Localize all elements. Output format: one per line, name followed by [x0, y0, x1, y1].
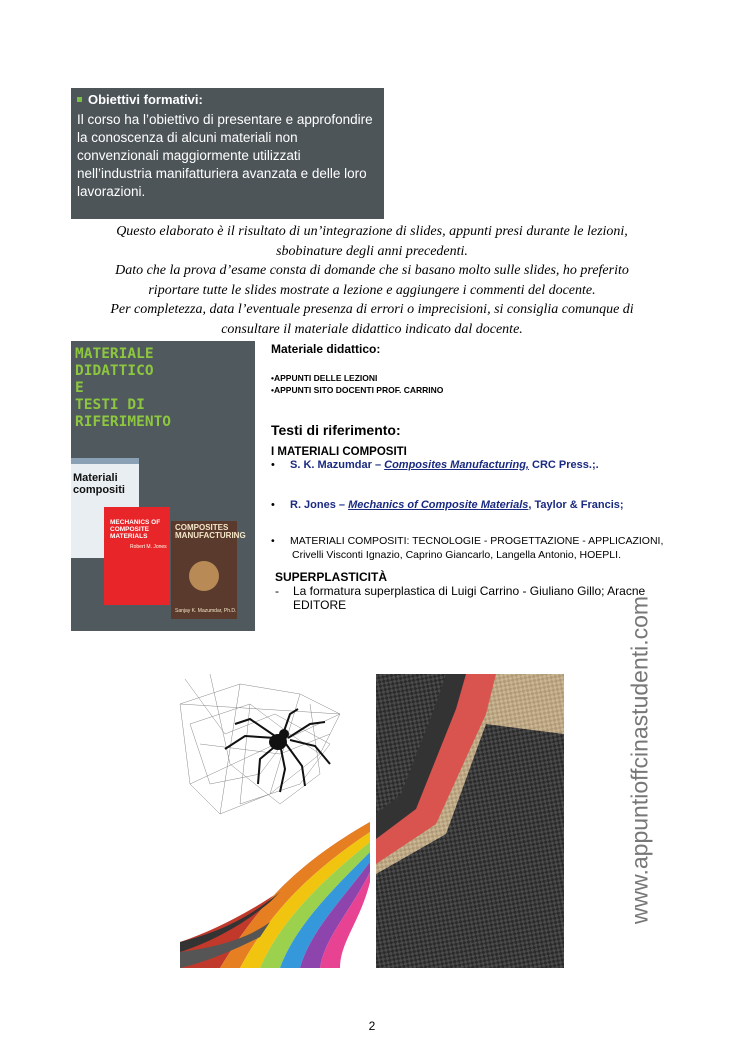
intro-line: Questo elaborato è il risultato di un’integrazione di slides, appunti presi durante le lezioni, [116, 224, 628, 239]
book-cover-mechanics [104, 507, 170, 605]
didactic-item: •APPUNTI SITO DOCENTI PROF. CARRINO [271, 385, 444, 395]
didactic-heading: Materiale didattico: [271, 342, 381, 356]
composites-heading: I MATERIALI COMPOSITI [271, 446, 407, 458]
intro-line: sbobinature degli anni precedenti. [276, 243, 468, 259]
bullet: • [271, 499, 275, 511]
book1-title: Materiali compositi [73, 472, 125, 496]
reference-3: • MATERIALI COMPOSITI: TECNOLOGIE - PROGETTAZIONE - APPLICAZIONI, Crivelli Visconti Ignazio, Caprino Giancarlo, Langella Antonio, HOEPLI. [271, 535, 664, 561]
book-cover-composites-manufacturing [171, 521, 246, 619]
book3-illustration [189, 561, 219, 591]
reference-2: • R. Jones – Mechanics of Composite Materials, Taylor & Francis; [271, 499, 624, 511]
objectives-title: Obiettivi formativi: [88, 92, 203, 107]
objectives-body: Il corso ha l’obiettivo di presentare e approfondire la conoscenza di alcuni materiali non convenzionali maggiormente utilizzati nell’industria manifatturiera avanzata e delle loro lavorazioni. [77, 112, 373, 199]
bullet: • [271, 459, 275, 471]
strips-graphic [180, 822, 370, 968]
intro-line: Per completezza, data l’eventuale presenza di errori o imprecisioni, si consiglia comunque di [110, 302, 634, 317]
book2-title: MECHANICS OF COMPOSITE MATERIALS [110, 519, 161, 540]
page-number: 2 [368, 1019, 376, 1033]
book3-author: Sanjay K. Mazumdar, Ph.D. [175, 608, 237, 614]
slide-left-panel [71, 341, 255, 631]
didactic-item: •APPUNTI DELLE LEZIONI [271, 373, 378, 383]
watermark [625, 565, 655, 955]
spider-icon [180, 674, 370, 819]
intro-line: riportare tutte le slides mostrate a lezione e aggiungere i commenti del docente. [148, 282, 596, 298]
intro-paragraph [82, 222, 662, 339]
book3-title: COMPOSITES MANUFACTURING [175, 523, 246, 540]
carbon-fibre-image [376, 674, 564, 968]
carbon-graphic [376, 674, 564, 968]
square-bullet-icon [77, 97, 82, 102]
intro-line: Dato che la prova d’esame consta di domande che si basano molto sulle slides, ho preferito [115, 263, 629, 278]
reference-1: • S. K. Mazumdar – Composites Manufacturing, CRC Press.;. [271, 459, 599, 471]
reference-4: - La formatura superplastica di Luigi Carrino - Giuliano Gillo; Aracne EDITORE [271, 584, 691, 612]
watermark-text: www.appuntioffcinastudenti.com [626, 595, 653, 925]
wireframe-spider-image [180, 674, 370, 819]
book2-author: Robert M. Jones [130, 544, 167, 550]
objectives-title-row [77, 92, 378, 107]
dash: - [275, 584, 279, 598]
slide-left-title: MATERIALE DIDATTICO E TESTI DI RIFERIMENTO [75, 346, 172, 430]
superplastic-heading: SUPERPLASTICITÀ [275, 570, 388, 584]
objectives-box [71, 88, 384, 219]
refs-heading: Testi di riferimento: [271, 422, 401, 438]
colored-strips-image [180, 822, 370, 968]
intro-line: consultare il materiale didattico indicato dal docente. [221, 321, 523, 337]
bullet: • [271, 535, 275, 547]
